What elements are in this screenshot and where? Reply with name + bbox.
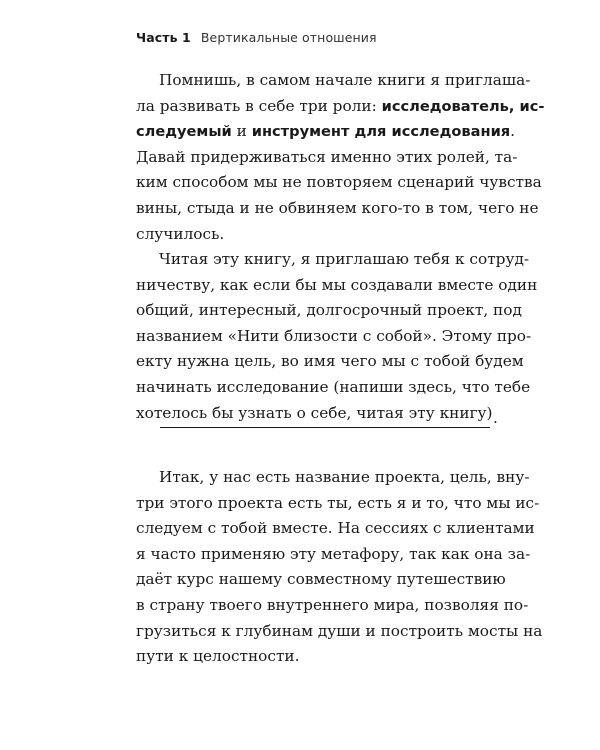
text-line: Помнишь, в самом начале книги я приглаша- <box>159 71 531 89</box>
text-line <box>136 94 545 120</box>
text-line: начинать исследование (напиши здесь, что тебе <box>136 377 531 396</box>
text-line: ничеству, как если бы мы создавали вместе один <box>136 275 538 294</box>
text-line: вины, стыда и не обвиняем кого-то в том, чего не <box>136 198 539 217</box>
running-header <box>136 30 377 45</box>
paragraph-invitation <box>136 247 538 426</box>
text-line: следуем с тобой вместе. На сессиях с клиентами <box>136 519 535 538</box>
text-line: грузиться к глубинам души и построить мосты на <box>136 621 543 640</box>
text-line: общий, интересный, долгосрочный проект, под <box>136 301 522 320</box>
fill-in-blank-line[interactable] <box>160 409 498 431</box>
text-line: екту нужна цель, во имя чего мы с тобой будем <box>136 352 524 371</box>
blank-period: . <box>493 409 498 427</box>
text-line <box>136 119 516 145</box>
bold-term: исследователь, ис- <box>381 97 545 115</box>
text-line: Читая эту книгу, я приглашаю тебя к сотруд- <box>159 250 530 268</box>
text-span: . <box>510 122 516 141</box>
blank-underline <box>160 427 490 428</box>
text-line: Итак, у нас есть название проекта, цель, вну- <box>159 468 530 486</box>
text-line: Давай придерживаться именно этих ролей, та- <box>136 147 518 166</box>
text-line: названием «Нити близости с собой». Этому про- <box>136 326 532 345</box>
text-line: случилось. <box>136 224 225 243</box>
part-label: Часть 1 <box>136 30 191 45</box>
text-line: в страну твоего внутреннего мира, позволяя по- <box>136 595 529 614</box>
text-line: даёт курс нашему совместному путешествию <box>136 570 506 589</box>
bold-term: следуемый <box>136 123 232 141</box>
text-line: три этого проекта есть ты, есть я и то, что мы ис- <box>136 493 540 512</box>
text-line: пути к целостности. <box>136 647 300 666</box>
paragraph-project <box>136 465 543 670</box>
chapter-title: Вертикальные отношения <box>200 30 377 45</box>
text-line: ким способом мы не повторяем сценарий чувства <box>136 173 542 192</box>
bold-term: инструмент для исследования <box>251 123 511 141</box>
text-span: ла развивать в себе три роли: <box>136 96 382 115</box>
text-line: хотелось бы узнать о себе, читая эту книгу) <box>136 403 493 422</box>
paragraph-roles <box>136 68 545 247</box>
text-line: я часто применяю эту метафору, так как она за- <box>136 544 531 563</box>
text-span: и <box>231 122 252 141</box>
